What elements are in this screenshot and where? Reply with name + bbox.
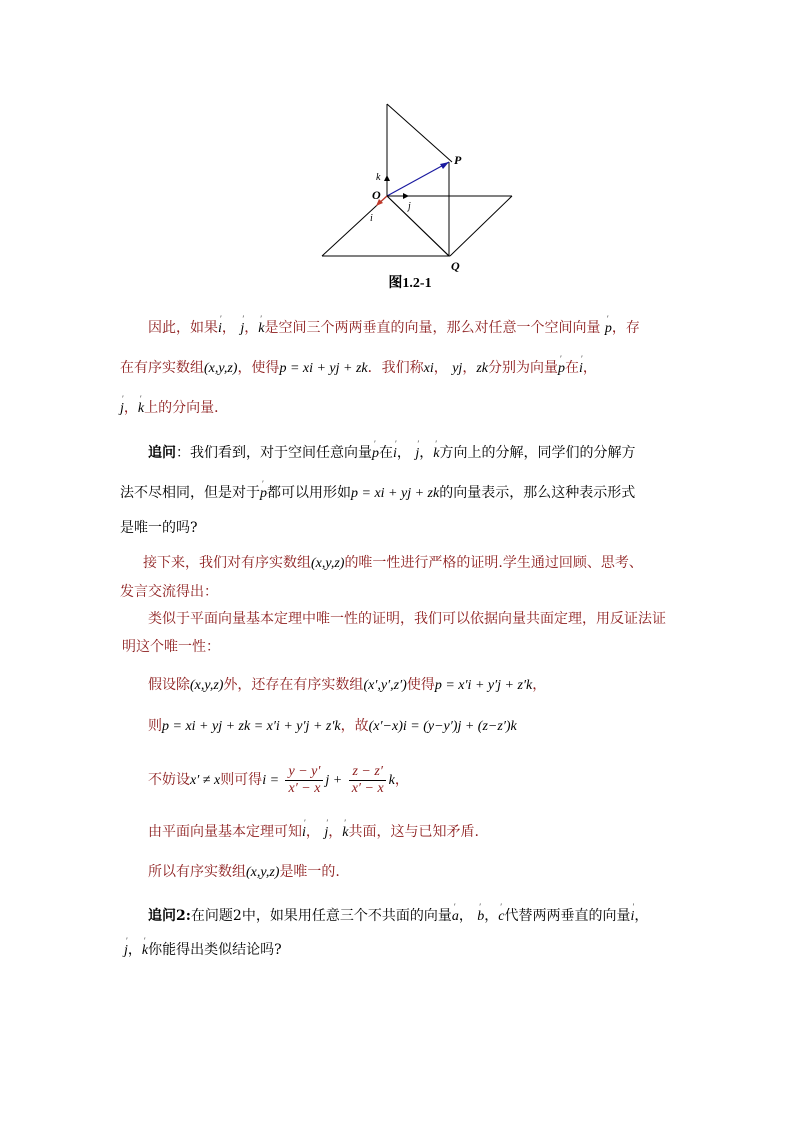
math-j-plus: j + <box>325 773 343 788</box>
vector-k: ′ k <box>258 319 264 339</box>
text: 因此，如果 <box>148 320 218 336</box>
text: 在有序实数组 <box>120 360 204 376</box>
vector-figure <box>310 96 525 276</box>
text: 则 <box>148 718 162 734</box>
text: 使得 <box>406 677 435 693</box>
vector-p: ′ p <box>605 319 612 339</box>
text: 由平面向量基本定理可知 <box>148 824 302 840</box>
text: 所以有序实数组 <box>148 864 246 880</box>
separator: ， <box>532 677 547 693</box>
para2-line3: 是唯一的吗? <box>120 520 198 536</box>
label-k: k <box>376 172 381 183</box>
para4-line1: 类似于平面向量基本定理中唯一性的证明，我们可以依据向量共面定理，用反证法证 <box>148 611 666 627</box>
para3-line1 <box>143 553 643 574</box>
separator: ， <box>433 360 448 376</box>
para5-line2 <box>124 940 282 961</box>
vector-i: ′ i <box>393 444 397 464</box>
proof-line1 <box>148 675 546 696</box>
text: 方向上的分解，同学们的分解方 <box>439 445 636 461</box>
text: ，使得 <box>237 360 280 376</box>
math-yj: yj <box>452 361 463 376</box>
text: 接下来，我们对有序实数组 <box>143 555 311 571</box>
text: 分别为向量 <box>488 360 558 376</box>
label-Q: Q <box>451 259 460 273</box>
vector-p: ′ p <box>372 444 379 464</box>
vector-i: ′ i <box>302 823 306 843</box>
vector-j: ′ j <box>124 941 128 961</box>
proof-line4 <box>148 822 479 843</box>
fraction-denominator: x′ − x <box>288 780 321 796</box>
text: 的向量表示，那么这种表示形式 <box>439 485 636 501</box>
math-xyz: (x,y,z) <box>190 678 224 693</box>
text: 代替两两垂直的向量 <box>504 908 631 924</box>
vector-OP-arrowhead <box>440 162 449 169</box>
fraction-1 <box>285 764 323 797</box>
vector-i: ′ i <box>631 907 635 927</box>
separator: ， <box>127 942 142 958</box>
vector-k: ′ k <box>342 823 348 843</box>
text: 在 <box>379 445 393 461</box>
math-condition: x′ ≠ x <box>190 773 221 788</box>
text: 外，还存在有序实数组 <box>223 677 364 693</box>
math-xyz: (x,y,z) <box>204 361 238 376</box>
text: ．我们称 <box>367 360 424 376</box>
math-equation: p = xi + yj + zk = x′i + y′j + z′k <box>162 719 341 734</box>
math-i-equals: i = <box>262 773 280 788</box>
vector-i: ′ i <box>218 319 222 339</box>
text: 都可以用形如 <box>267 485 351 501</box>
para1-line1 <box>148 318 640 339</box>
vector-j: ′ j <box>120 399 124 419</box>
separator: ， <box>396 445 411 461</box>
vector-j: ′ j <box>324 823 328 843</box>
vector-k: ′ k <box>433 444 439 464</box>
text: 共面，这与已知矛盾. <box>348 824 479 840</box>
label-i: i <box>370 213 373 224</box>
label-j: j <box>408 201 411 212</box>
math-xyz: (x,y,z) <box>311 556 345 571</box>
vector-p: ′ p <box>558 359 565 379</box>
segment-OQ <box>387 196 449 256</box>
para4-line2: 明这个唯一性： <box>122 639 220 655</box>
math-equation: p = x′i + y′j + z′k <box>434 678 533 693</box>
fraction-numerator: z − z′ <box>349 764 385 781</box>
para1-line3 <box>120 398 228 419</box>
vertical-plane-edge-top <box>387 104 452 162</box>
text: ，故 <box>340 718 369 734</box>
vector-k: ′ k <box>142 941 148 961</box>
vector-j: ′ j <box>415 444 419 464</box>
proof-line5 <box>148 862 340 883</box>
separator: ， <box>305 824 320 840</box>
math-xyz-prime: (x′,y′,z′) <box>363 678 407 693</box>
separator: ， <box>123 400 138 416</box>
vector-a: ′ a <box>452 907 459 927</box>
figure-caption: 图1.2-1 <box>388 276 432 291</box>
math-zk: zk <box>476 361 488 376</box>
separator: ， <box>328 824 343 840</box>
text: 假设除 <box>148 677 190 693</box>
fraction-numerator: y − y′ <box>285 764 323 781</box>
vector-OP <box>387 162 449 196</box>
para3-line2: 发言交流得出： <box>120 584 218 600</box>
proof-line2 <box>148 716 517 737</box>
math-xyz: (x,y,z) <box>246 865 280 880</box>
vector-b: ′ b <box>477 907 484 927</box>
separator: ， <box>419 445 434 461</box>
fraction-2 <box>349 764 387 797</box>
vector-j-arrowhead <box>403 193 409 199</box>
text: 不妨设 <box>148 772 190 788</box>
math-equation: (x′−x)i = (y−y′)j + (z−z′)k <box>368 719 517 734</box>
proof-line3 <box>148 760 409 801</box>
text: 的唯一性进行严格的证明.学生通过回顾、思考、 <box>344 555 643 571</box>
math-equation: p = xi + yj + zk <box>279 361 368 376</box>
vector-j: ′ j <box>240 319 244 339</box>
text: 则可得 <box>220 772 263 788</box>
label-zhuiwen: 追问 <box>148 445 176 461</box>
math-equation: p = xi + yj + zk <box>351 486 440 501</box>
para5-line1 <box>148 906 648 927</box>
separator: ， <box>462 360 477 376</box>
separator: ， <box>394 772 409 788</box>
para2-line2 <box>120 483 635 504</box>
label-zhuiwen2: 追问2: <box>148 908 191 924</box>
vector-i: ′ i <box>579 359 583 379</box>
text: 在问题2中，如果用任意三个不共面的向量 <box>190 908 452 924</box>
math-k: k <box>388 773 395 788</box>
separator: ， <box>582 360 597 376</box>
math-xi: xi <box>423 361 434 376</box>
text: ：我们看到，对于空间任意向量 <box>176 445 372 461</box>
separator: ， <box>634 908 649 924</box>
text: ，存 <box>611 320 640 336</box>
separator: ， <box>244 320 259 336</box>
vector-c: ′ c <box>498 907 504 927</box>
separator: ， <box>458 908 473 924</box>
text: 上的分向量． <box>144 400 229 416</box>
horizontal-plane-right <box>450 196 512 256</box>
text: 是唯一的. <box>279 864 340 880</box>
vector-p: ′ p <box>260 484 267 504</box>
vector-k-arrowhead <box>384 175 390 181</box>
para2-line1 <box>148 443 635 464</box>
text: 法不尽相同，但是对于 <box>120 485 260 501</box>
label-O: O <box>372 188 381 202</box>
text: 在 <box>565 360 579 376</box>
separator: ， <box>484 908 499 924</box>
vector-k: ′ k <box>138 399 144 419</box>
label-P: P <box>454 153 462 167</box>
text: 是空间三个两两垂直的向量，那么对任意一个空间向量 <box>264 320 601 336</box>
text: 你能得出类似结论吗? <box>148 942 282 958</box>
separator: ， <box>221 320 236 336</box>
fraction-denominator: x′ − x <box>351 780 384 796</box>
para1-line2 <box>120 358 597 379</box>
